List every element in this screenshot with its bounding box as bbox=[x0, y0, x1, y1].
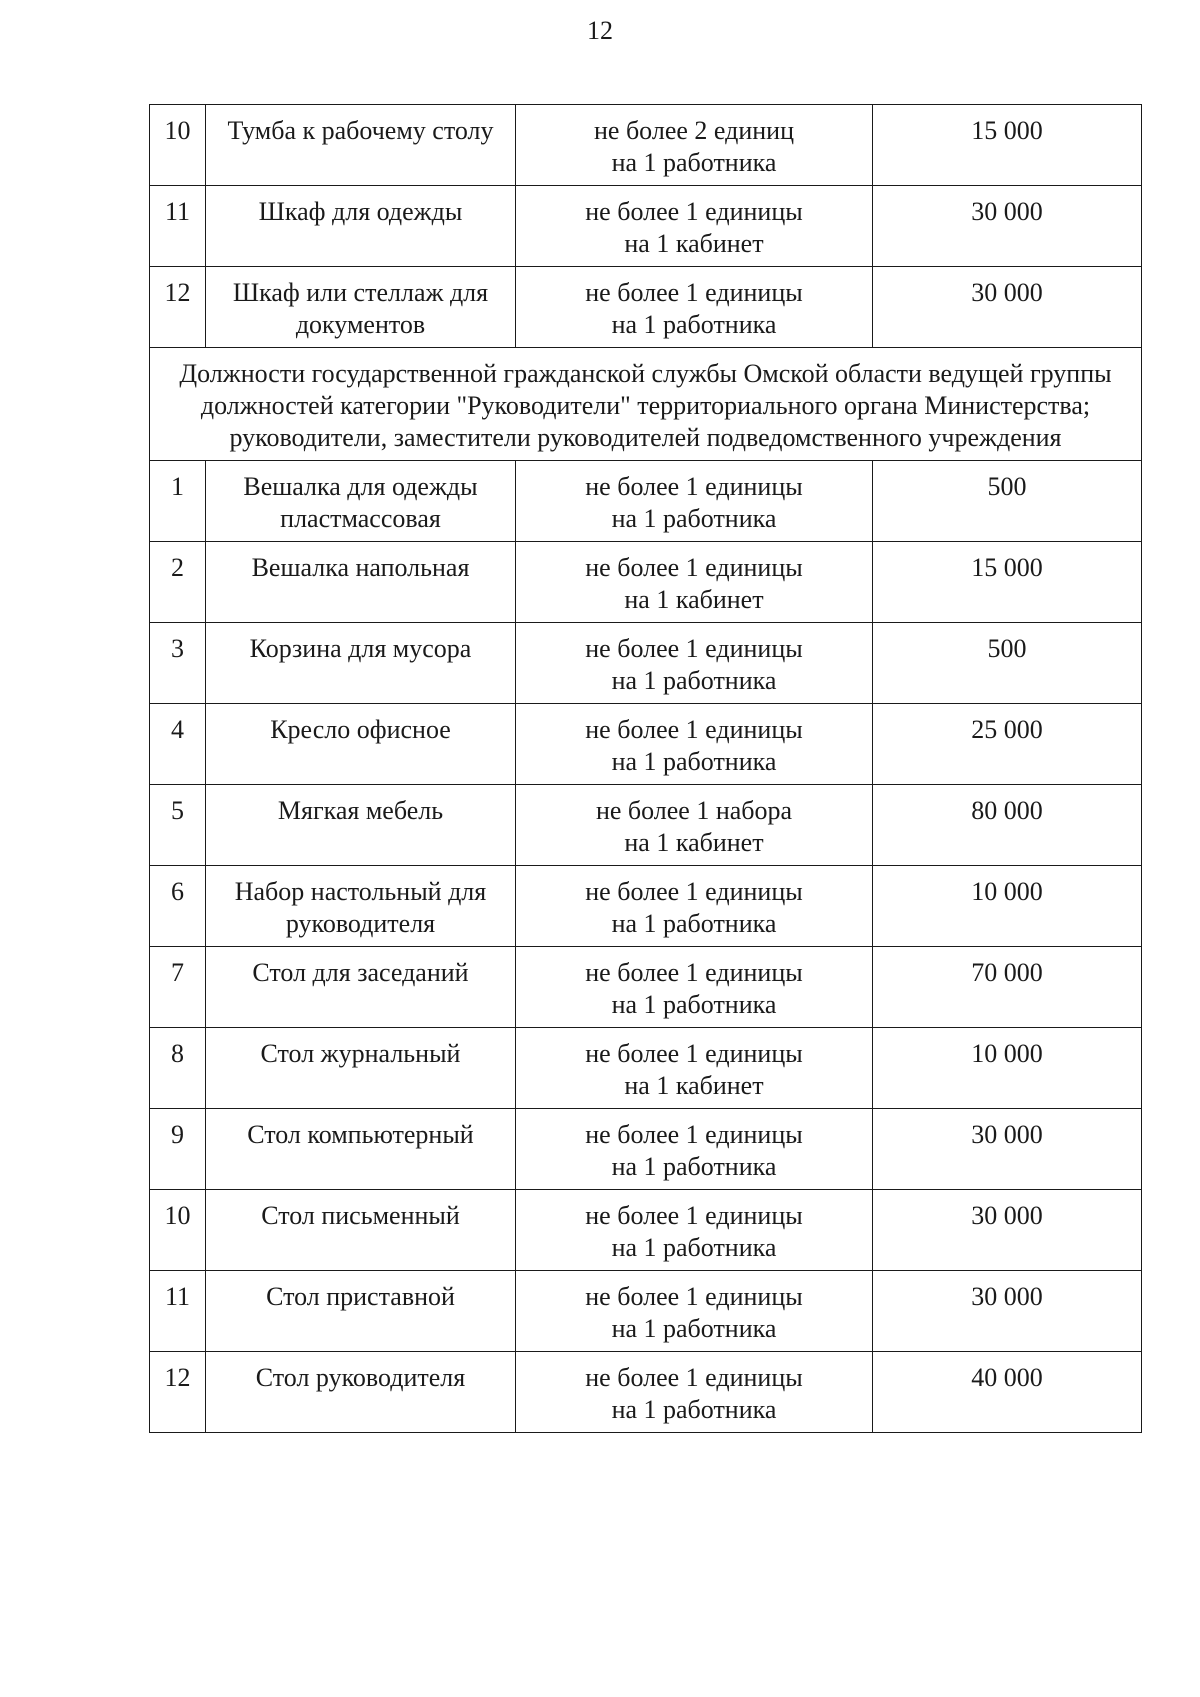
item-quantity-line: не более 1 единицы bbox=[585, 1120, 803, 1149]
item-name-line: Стол для заседаний bbox=[252, 958, 469, 987]
table-row bbox=[150, 186, 1142, 267]
table-row bbox=[150, 866, 1142, 947]
table-row bbox=[150, 623, 1142, 704]
table-row bbox=[150, 267, 1142, 348]
item-price: 15 000 bbox=[873, 542, 1142, 623]
item-name bbox=[206, 1190, 516, 1271]
row-number: 6 bbox=[150, 866, 206, 947]
item-quantity bbox=[516, 1271, 873, 1352]
row-number: 12 bbox=[150, 267, 206, 348]
item-price: 30 000 bbox=[873, 1109, 1142, 1190]
item-quantity bbox=[516, 1352, 873, 1433]
item-quantity-line: не более 1 набора bbox=[595, 796, 793, 825]
item-quantity bbox=[516, 267, 873, 348]
item-quantity bbox=[516, 866, 873, 947]
page-number: 12 bbox=[587, 16, 613, 45]
row-number: 4 bbox=[150, 704, 206, 785]
item-quantity-line: не более 1 единицы bbox=[585, 472, 803, 501]
table-row bbox=[150, 1109, 1142, 1190]
item-name-line: документов bbox=[295, 310, 426, 339]
item-name bbox=[206, 186, 516, 267]
item-quantity-line: на 1 работника bbox=[611, 747, 777, 776]
table-row bbox=[150, 947, 1142, 1028]
item-quantity-line: на 1 работника bbox=[611, 990, 777, 1019]
table-row bbox=[150, 1028, 1142, 1109]
item-quantity bbox=[516, 461, 873, 542]
item-quantity-line: на 1 работника bbox=[611, 1314, 777, 1343]
item-quantity bbox=[516, 704, 873, 785]
item-price: 500 bbox=[873, 461, 1142, 542]
item-name-line: руководителя bbox=[285, 909, 436, 938]
item-quantity-line: не более 1 единицы bbox=[585, 197, 803, 226]
item-name bbox=[206, 461, 516, 542]
item-quantity-line: на 1 работника bbox=[611, 310, 777, 339]
item-price: 25 000 bbox=[873, 704, 1142, 785]
item-name-line: Вешалка напольная bbox=[251, 553, 470, 582]
item-name-line: Набор настольный для bbox=[234, 877, 487, 906]
row-number: 12 bbox=[150, 1352, 206, 1433]
item-quantity-line: не более 2 единиц bbox=[594, 116, 794, 145]
item-quantity bbox=[516, 1028, 873, 1109]
item-quantity-line: не более 1 единицы bbox=[585, 634, 803, 663]
item-quantity-line: на 1 работника bbox=[611, 504, 777, 533]
item-name bbox=[206, 1109, 516, 1190]
item-name bbox=[206, 1028, 516, 1109]
table-row bbox=[150, 105, 1142, 186]
item-quantity-line: не более 1 единицы bbox=[585, 1363, 803, 1392]
item-price: 80 000 bbox=[873, 785, 1142, 866]
item-name bbox=[206, 105, 516, 186]
item-name bbox=[206, 704, 516, 785]
section-heading-group bbox=[150, 348, 1142, 461]
item-quantity-line: не более 1 единицы bbox=[585, 958, 803, 987]
item-name-line: Мягкая мебель bbox=[277, 796, 444, 825]
item-quantity-line: не более 1 единицы bbox=[585, 715, 803, 744]
item-name bbox=[206, 623, 516, 704]
item-quantity bbox=[516, 947, 873, 1028]
row-number: 7 bbox=[150, 947, 206, 1028]
item-name-line: Тумба к рабочему столу bbox=[227, 116, 494, 145]
item-price: 30 000 bbox=[873, 1190, 1142, 1271]
item-name bbox=[206, 947, 516, 1028]
item-quantity-line: не более 1 единицы bbox=[585, 1201, 803, 1230]
row-number: 10 bbox=[150, 105, 206, 186]
item-price: 10 000 bbox=[873, 1028, 1142, 1109]
item-name bbox=[206, 1271, 516, 1352]
item-price: 30 000 bbox=[873, 267, 1142, 348]
table-row bbox=[150, 461, 1142, 542]
item-price: 40 000 bbox=[873, 1352, 1142, 1433]
table-row bbox=[150, 1190, 1142, 1271]
item-quantity bbox=[516, 623, 873, 704]
item-quantity-line: на 1 кабинет bbox=[624, 1071, 764, 1100]
table-body-before-section bbox=[150, 105, 1142, 348]
item-quantity bbox=[516, 105, 873, 186]
row-number: 10 bbox=[150, 1190, 206, 1271]
item-quantity-line: на 1 работника bbox=[611, 666, 777, 695]
item-quantity-line: на 1 работника bbox=[611, 148, 777, 177]
item-name-line: Вешалка для одежды bbox=[243, 472, 478, 501]
section-heading: Должности государственной гражданской службы Омской области ведущей группы должностей категории "Руководители" территориального органа Министерства; руководители, заместители руководителей подведомственного учреждения bbox=[150, 348, 1142, 461]
item-quantity-line: на 1 работника bbox=[611, 1152, 777, 1181]
item-name-line: Шкаф или стеллаж для bbox=[232, 278, 489, 307]
item-quantity-line: на 1 кабинет bbox=[624, 828, 764, 857]
table-row bbox=[150, 1271, 1142, 1352]
item-quantity-line: не более 1 единицы bbox=[585, 877, 803, 906]
item-price: 15 000 bbox=[873, 105, 1142, 186]
item-quantity bbox=[516, 785, 873, 866]
item-name-line: Корзина для мусора bbox=[249, 634, 472, 663]
furniture-norms-table bbox=[149, 104, 1142, 1433]
item-name-line: Стол журнальный bbox=[260, 1039, 461, 1068]
item-name-line: пластмассовая bbox=[280, 504, 441, 533]
item-quantity-line: на 1 кабинет bbox=[624, 585, 764, 614]
table-body-after-section bbox=[150, 461, 1142, 1433]
item-name bbox=[206, 1352, 516, 1433]
item-name bbox=[206, 267, 516, 348]
item-quantity-line: на 1 работника bbox=[611, 1395, 777, 1424]
table-row bbox=[150, 542, 1142, 623]
item-price: 70 000 bbox=[873, 947, 1142, 1028]
item-quantity-line: на 1 работника bbox=[611, 909, 777, 938]
item-price: 30 000 bbox=[873, 1271, 1142, 1352]
item-name-line: Стол приставной bbox=[266, 1282, 455, 1311]
table-row bbox=[150, 704, 1142, 785]
section-heading-row bbox=[150, 348, 1142, 461]
row-number: 1 bbox=[150, 461, 206, 542]
item-quantity-line: не более 1 единицы bbox=[585, 1039, 803, 1068]
item-quantity bbox=[516, 1109, 873, 1190]
item-price: 30 000 bbox=[873, 186, 1142, 267]
row-number: 8 bbox=[150, 1028, 206, 1109]
table-row bbox=[150, 1352, 1142, 1433]
item-price: 10 000 bbox=[873, 866, 1142, 947]
item-name-line: Шкаф для одежды bbox=[258, 197, 463, 226]
item-name-line: Стол компьютерный bbox=[247, 1120, 474, 1149]
item-name-line: Стол письменный bbox=[261, 1201, 460, 1230]
row-number: 11 bbox=[150, 186, 206, 267]
item-name-line: Стол руководителя bbox=[255, 1363, 466, 1392]
row-number: 2 bbox=[150, 542, 206, 623]
row-number: 3 bbox=[150, 623, 206, 704]
item-quantity-line: на 1 кабинет bbox=[624, 229, 764, 258]
row-number: 9 bbox=[150, 1109, 206, 1190]
item-quantity-line: не более 1 единицы bbox=[585, 278, 803, 307]
item-quantity bbox=[516, 1190, 873, 1271]
row-number: 11 bbox=[150, 1271, 206, 1352]
row-number: 5 bbox=[150, 785, 206, 866]
item-name bbox=[206, 542, 516, 623]
item-quantity-line: не более 1 единицы bbox=[585, 553, 803, 582]
item-quantity bbox=[516, 542, 873, 623]
item-quantity-line: не более 1 единицы bbox=[585, 1282, 803, 1311]
item-quantity bbox=[516, 186, 873, 267]
table-row bbox=[150, 785, 1142, 866]
item-name bbox=[206, 866, 516, 947]
item-name bbox=[206, 785, 516, 866]
item-quantity-line: на 1 работника bbox=[611, 1233, 777, 1262]
item-price: 500 bbox=[873, 623, 1142, 704]
item-name-line: Кресло офисное bbox=[270, 715, 451, 744]
